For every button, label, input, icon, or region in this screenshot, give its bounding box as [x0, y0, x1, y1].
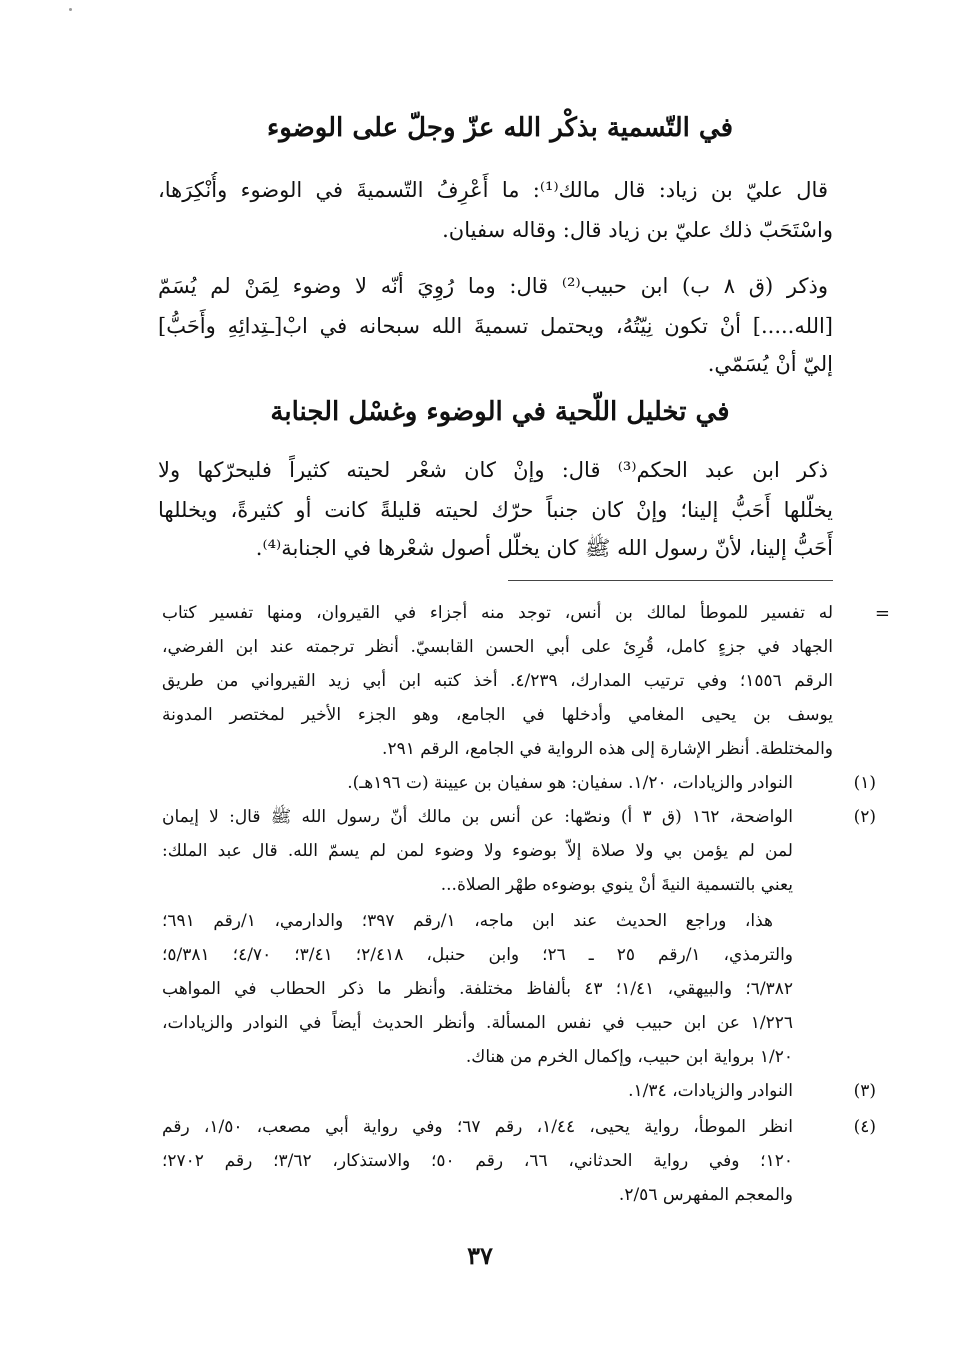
section-heading-beard: في تخليل اللّحية في الوضوء وغسْل الجنابة: [270, 397, 730, 427]
footnote-number: (١): [853, 773, 876, 793]
body-line: أَحَبُّ إلينا، لأنّ رسول الله ﷺ كان يخلّل أصول شعْرها في الجنابة⁽⁴⁾.: [255, 536, 833, 560]
footnote-line: والمختلطة. أنظر الإشارة إلى هذه الرواية في الجامع، الرقم ٢٩١.: [382, 739, 833, 759]
body-line: ذكر ابن عبد الحكم⁽³⁾ قال: وإنْ كان شعْر لحيته كثيراً فليحرّكها ولا: [158, 458, 828, 482]
footnote-separator: [508, 580, 833, 581]
footnote-line: النوادر والزيادات، ١/٢٠. سفيان: هو سفيان بن عيينة (ت ١٩٦هـ).: [347, 773, 793, 793]
footnote-line: لمن لم يؤمن بي ولا صلاة إلاّ بوضوء ولا وضوء لمن لم يسمّ الله. قال عبد الملك:: [162, 841, 793, 861]
footnote-line: النوادر والزيادات، ١/٣٤.: [628, 1081, 793, 1101]
body-line: يخلّلها أَحَبُّ إلينا؛ وإنْ كان جنباً حرّك لحيته قليلةً كانت أو كثيرةً، ويخللها: [158, 498, 833, 522]
footnote-line: والمعجم المفهرس ٢/٥٦.: [618, 1185, 793, 1205]
body-line: قال عليّ بن زياد: قال مالك⁽¹⁾: ما أَعْرِفُ التّسميةَ في الوضوء وأُنْكِرَها،: [158, 178, 828, 202]
footnote-line: يوسف بن يحيى المغامي وأدخلها في الجامع، وهو الجزء الأخير لمختصر المدونة: [162, 705, 833, 725]
footnote-line: يعني بالتسمية النيةَ أنْ ينوي بوضوءه طهْر الصلاة...: [440, 875, 793, 895]
body-line: وذكر (ق ٨ ب) ابن حبيب⁽²⁾ قال: وما رُوِيَ أنّه لا وضوء لِمَنْ لم يُسَمّ: [158, 274, 828, 298]
footnote-line: هذا، وراجع الحديث عند ابن ماجه، ١/رقم ٣٩٧؛ والدارمي، ١/رقم ٦٩١؛: [162, 911, 773, 931]
body-line: إليّ أنْ يُسَمّي.: [707, 352, 833, 376]
footnote-line: الرقم ١٥٥٦؛ وفي ترتيب المدارك، ٤/٢٣٩. أخذ كتبه ابن أبي زيد القيرواني من طريق: [162, 671, 833, 691]
footnote-continuation-marker: =: [874, 603, 890, 624]
scan-speck: [69, 8, 72, 11]
footnote-number: (٢): [853, 807, 876, 827]
footnote-line: الواضحة، ١٦٢ (ق ٣ أ) ونصّها: عن أنس بن مالك أنّ رسول الله ﷺ قال: لا إيمان: [162, 807, 793, 827]
section-heading-basmala: في التّسمية بذكْر الله عزّ وجلّ على الوضوء: [266, 113, 734, 143]
footnote-line: ١/٢٢٦ عن ابن حبيب في نفس المسألة. وأنظر الحديث أيضاً في النوادر والزيادات،: [162, 1013, 793, 1033]
footnote-line: ١/٢٠ برواية ابن حبيب، وإكمال الخرم من هناك.: [465, 1047, 793, 1067]
footnote-number: (٤): [853, 1117, 876, 1137]
footnote-line: ٦/٣٨٢؛ والبيهقي، ١/٤١؛ ٤٣ بألفاظ مختلفة. وأنظر ما ذكر الحطاب في المواهب: [162, 979, 793, 999]
body-line: واسْتَحَبّ ذلك عليّ بن زياد قال: وقاله سفيان.: [442, 218, 833, 242]
footnote-number: (٣): [853, 1081, 876, 1101]
footnote-line: ١٢٠؛ وفي رواية الحدثاني، ٦٦، رقم ٥٠؛ والاستذكار، ٣/٦٢؛ رقم ٢٧٠٢؛: [162, 1151, 793, 1171]
footnote-line: له تفسير للموطأ لمالك بن أنس، توجد منه أجزاء في القيروان، ومنها تفسير كتاب: [162, 603, 833, 623]
footnote-line: انظر الموطأ، رواية يحيى، ١/٤٤، رقم ٦٧؛ وفي رواية أبي مصعب، ١/٥٠، رقم: [162, 1117, 793, 1137]
page-number: ٣٧: [467, 1241, 493, 1270]
body-line: [الله.....] أنْ تكون نِيّتُهُ، ويحتمل تسميةَ الله سبحانه في ابْ[ـتِدائِهِ وأَحَبُّ]: [158, 314, 833, 338]
footnote-line: والترمذي، ١/رقم ٢٥ ـ ٢٦؛ وابن حنبل، ٢/٤١٨؛ ٣/٤١؛ ٤/٧٠؛ ٥/٣٨١؛: [162, 945, 793, 965]
footnote-line: الجهاد في جزءٍ كامل، قُرِئ على أبي الحسن القابسيّ. أنظر ترجمته عند ابن الفرضي،: [162, 637, 833, 657]
